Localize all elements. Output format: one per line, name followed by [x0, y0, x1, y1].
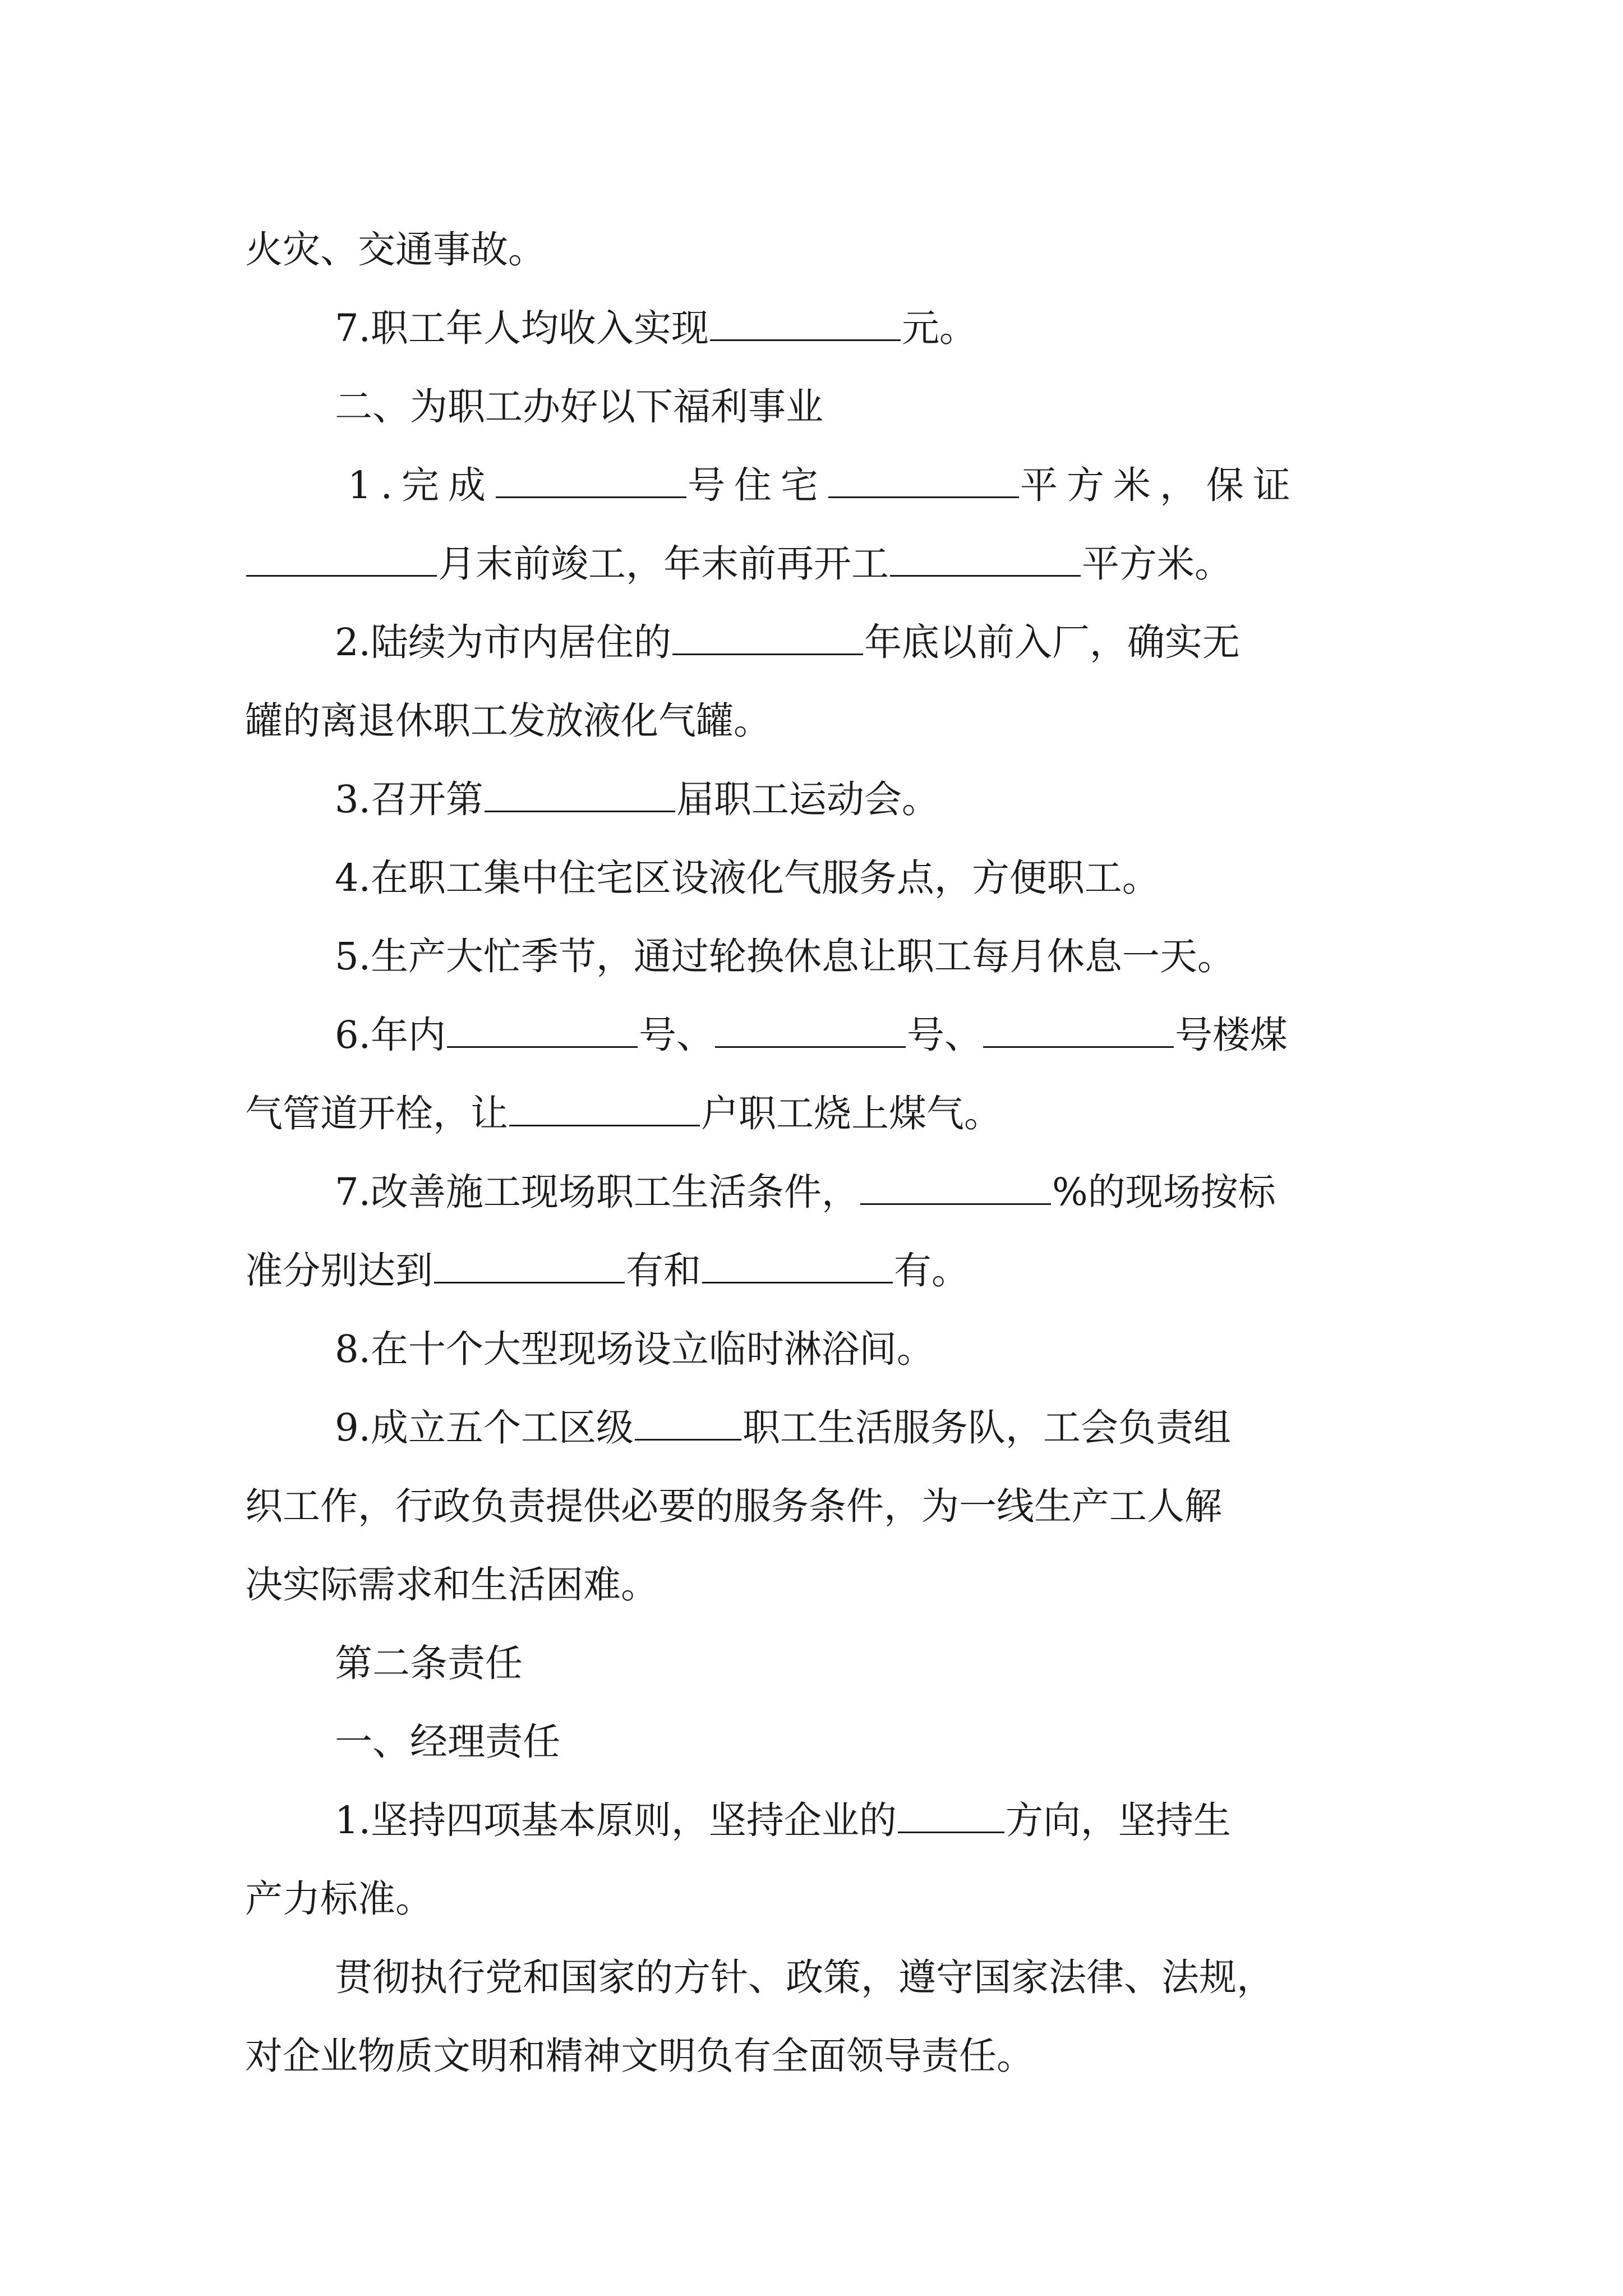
fill-in-blank: [635, 1438, 741, 1441]
text-run: 年底以前入厂，确实无: [864, 620, 1240, 664]
fill-in-blank: [710, 339, 901, 341]
fill-in-blank: [496, 496, 686, 498]
text-line: [335, 769, 1484, 830]
text-line: [245, 1475, 1395, 1537]
text-run: 有。: [894, 1249, 969, 1292]
text-line: [335, 1789, 1484, 1851]
fill-in-blank: [828, 496, 1019, 498]
text-run: 1.坚持四项基本原则，坚持企业的: [335, 1798, 897, 1842]
text-line: [335, 1711, 1484, 1773]
text-run: 一、经理责任: [335, 1720, 560, 1764]
text-line: [245, 1554, 1395, 1616]
text-run: 二、为职工办好以下福利事业: [335, 385, 823, 429]
text-line: [245, 2025, 1395, 2087]
text-line: [335, 376, 1484, 438]
text-run: 决实际需求和生活困难。: [245, 1563, 658, 1607]
text-line: [335, 297, 1484, 359]
text-line: [335, 847, 1484, 909]
text-run: 产力标准。: [245, 1877, 433, 1921]
text-run: 第二条责任: [335, 1641, 523, 1685]
text-run: 5.生产大忙季节，通过轮换休息让职工每月休息一天。: [335, 935, 1235, 978]
text-line: [335, 1161, 1484, 1223]
text-line: [335, 611, 1484, 673]
text-line: [335, 926, 1484, 987]
fill-in-blank: [447, 1046, 638, 1048]
text-line: [335, 1632, 1484, 1694]
fill-in-blank: [898, 1831, 1004, 1833]
text-run: 贯彻执行党和国家的方针、政策，遵守国家法律、法规，: [335, 1955, 1274, 1999]
text-run: 职工生活服务队，工会负责组: [742, 1406, 1231, 1450]
fill-in-blank: [715, 1046, 906, 1048]
text-line: [335, 1947, 1484, 2008]
fill-in-blank: [702, 1281, 893, 1283]
text-line: [245, 533, 1395, 595]
text-line: [245, 1868, 1395, 1930]
fill-in-blank: [672, 653, 863, 655]
text-line: [348, 454, 1497, 516]
fill-in-blank: [860, 1203, 1051, 1205]
text-run: 准分别达到: [245, 1249, 433, 1292]
text-line: [245, 690, 1395, 752]
text-line: [245, 219, 1395, 280]
text-run: 7.改善施工现场职工生活条件，: [335, 1170, 859, 1214]
text-run: 1.完成: [348, 463, 495, 507]
text-run: 号楼煤: [1174, 1013, 1288, 1057]
fill-in-blank: [434, 1281, 625, 1283]
text-run: 6.年内: [335, 1013, 446, 1057]
text-run: 户职工烧上煤气。: [701, 1092, 1002, 1135]
text-line: [245, 1083, 1395, 1144]
text-run: 届职工运动会。: [676, 777, 939, 821]
text-run: 平方米，保证: [1020, 463, 1299, 507]
text-run: 方向，坚持生: [1005, 1798, 1231, 1842]
text-run: 号住宅: [687, 463, 827, 507]
text-run: 9.成立五个工区级: [335, 1406, 634, 1450]
text-run: 织工作，行政负责提供必要的服务条件，为一线生产工人解: [245, 1484, 1222, 1528]
text-run: 有和: [626, 1249, 701, 1292]
text-line: [335, 1397, 1484, 1458]
text-run: 4.在职工集中住宅区设液化气服务点，方便职工。: [335, 856, 1160, 900]
text-run: 号、: [638, 1013, 714, 1057]
text-run: 元。: [901, 306, 977, 350]
text-line: [335, 1318, 1484, 1380]
text-run: 气管道开栓，让: [245, 1092, 508, 1135]
text-run: %的现场按标: [1052, 1170, 1276, 1214]
text-run: 2.陆续为市内居住的: [335, 620, 671, 664]
text-run: 平方米。: [1082, 542, 1232, 586]
text-run: 罐的离退休职工发放液化气罐。: [245, 699, 771, 743]
text-run: 8.在十个大型现场设立临时淋浴间。: [335, 1327, 934, 1371]
text-line: [335, 1004, 1484, 1066]
text-run: 月末前竣工，年末前再开工: [438, 542, 889, 586]
fill-in-blank: [983, 1046, 1174, 1048]
text-run: 火灾、交通事故。: [245, 228, 546, 272]
text-run: 7.职工年人均收入实现: [335, 306, 709, 350]
text-run: 对企业物质文明和精神文明负有全面领导责任。: [245, 2034, 1034, 2078]
fill-in-blank: [509, 1124, 700, 1126]
fill-in-blank: [485, 810, 675, 812]
fill-in-blank: [246, 574, 437, 577]
text-line: [245, 1240, 1395, 1301]
fill-in-blank: [890, 574, 1081, 577]
text-run: 3.召开第: [335, 777, 483, 821]
text-run: 号、: [906, 1013, 982, 1057]
